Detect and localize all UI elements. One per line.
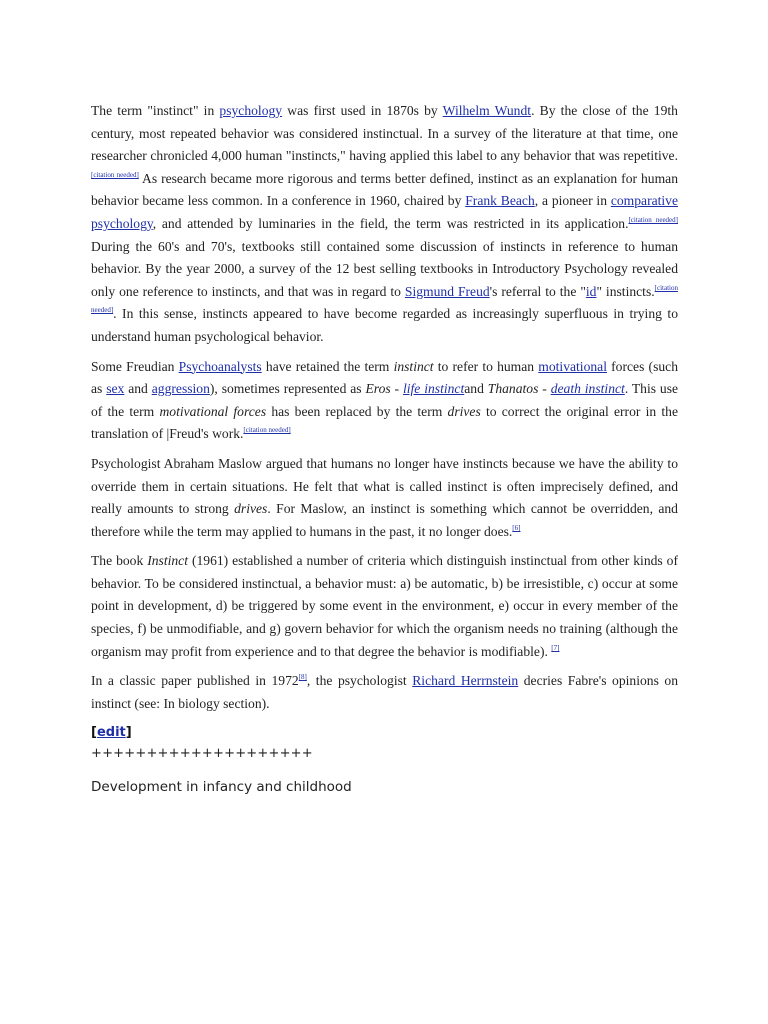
article-body xyxy=(91,100,678,798)
italic-term: instinct xyxy=(393,358,434,374)
link-wilhelm-wundt[interactable]: Wilhelm Wundt xyxy=(442,103,532,118)
text: 's referral to the " xyxy=(489,283,586,299)
citation-needed[interactable] xyxy=(628,216,678,224)
paragraph-instinct-history xyxy=(91,100,678,349)
reference-7[interactable] xyxy=(551,644,559,652)
citation-needed-link[interactable]: [citation needed] xyxy=(91,170,139,179)
text: During the 60's and 70's, textbooks still contained some discussion of instincts in reference to human behavior. By the year 2000, a survey of the 12 best selling textbooks in Introductory Psychology revealed only one reference to instincts, and that was in regard to xyxy=(91,238,678,299)
text: and xyxy=(124,381,152,397)
link-sigmund-freud[interactable]: Sigmund Freud xyxy=(404,283,490,299)
text: ), sometimes represented as xyxy=(209,381,366,397)
text: In a classic paper published in 1972 xyxy=(91,673,299,689)
italic-term: Eros - xyxy=(365,381,403,397)
link-life-instinct[interactable] xyxy=(403,381,464,396)
text: , and attended by luminaries in the field, the term was restricted in its application. xyxy=(152,215,629,231)
separator-line: ++++++++++++++++++++ xyxy=(91,746,313,762)
text: . By the close of the 19th century, most repeated behavior was considered instinctual. In a survey of the literature at that time, one researcher chronicled 4,000 human "instincts," having applied this label to any behavior that was repetitive. xyxy=(91,103,678,164)
text: " instincts. xyxy=(596,283,655,299)
reference-8[interactable] xyxy=(299,673,307,681)
text: The term "instinct" in xyxy=(91,103,220,118)
link-death-instinct[interactable] xyxy=(551,381,625,396)
reference-6[interactable] xyxy=(512,524,520,532)
italic-link-text: death instinct xyxy=(550,381,625,397)
link-psychoanalysts[interactable]: Psychoanalysts xyxy=(178,358,262,374)
text: was first used in 1870s by xyxy=(282,103,443,118)
link-sex[interactable]: sex xyxy=(106,381,125,397)
citation-needed-link[interactable]: [citation needed] xyxy=(243,426,291,435)
edit-link[interactable]: edit xyxy=(96,725,126,741)
bracket: [ xyxy=(91,725,97,741)
italic-term: Thanatos - xyxy=(487,381,551,397)
paragraph-freudian xyxy=(91,356,678,446)
text: . This use of the term xyxy=(91,381,679,419)
bracket: ] xyxy=(125,725,132,741)
text: have retained the term xyxy=(261,358,394,374)
citation-needed[interactable] xyxy=(243,426,290,434)
text: , a pioneer in xyxy=(534,193,611,209)
italic-term: motivational forces xyxy=(159,403,267,419)
text: decries Fabre's opinions on instinct (see: In biology section). xyxy=(91,673,678,711)
citation-needed[interactable] xyxy=(91,171,139,179)
reference-link[interactable]: [8] xyxy=(298,673,307,682)
text: Some Freudian xyxy=(91,358,179,374)
paragraph-instinct-book xyxy=(91,550,678,663)
italic-link-text: life instinct xyxy=(402,381,465,397)
edit-section xyxy=(91,722,678,744)
text: As research became more rigorous and terms better defined, instinct as an explanation for human behavior became less common. In a conference in 1960, chaired by xyxy=(91,170,678,209)
text: , the psychologist xyxy=(306,673,413,689)
text: The book xyxy=(91,553,148,569)
link-motivational[interactable]: motivational xyxy=(538,358,607,374)
paragraph-herrnstein xyxy=(91,670,678,715)
link-frank-beach[interactable]: Frank Beach xyxy=(465,193,535,209)
citation-needed-link[interactable]: [citation needed] xyxy=(91,283,678,315)
citation-needed-link[interactable]: [citation needed] xyxy=(628,215,678,224)
link-richard-herrnstein[interactable]: Richard Herrnstein xyxy=(412,673,519,689)
text: (1961) established a number of criteria which distinguish instinctual from other kinds of behavior. To be considered instinctual, a behavior must: a) be automatic, b) be irresistible, c) occur at some point in development, d) be triggered by some event in the environment, e) occur in every member of the species, f) be unmodifiable, and g) govern behavior for which the organism needs no training (although the organism may profit from experience and to that degree the behavior is modifiable). xyxy=(91,553,678,659)
reference-link[interactable]: [7] xyxy=(551,643,560,652)
text: . For Maslow, an instinct is something which cannot be overridden, and therefore while the term may applied to humans in the past, it no longer does. xyxy=(91,501,678,539)
text: has been replaced by the term xyxy=(266,403,448,419)
link-aggression[interactable]: aggression xyxy=(151,381,210,397)
italic-term: drives xyxy=(447,403,481,419)
reference-link[interactable]: [6] xyxy=(512,523,521,532)
italic-term: drives xyxy=(234,501,268,517)
paragraph-maslow xyxy=(91,453,678,543)
text: to refer to human xyxy=(433,358,539,374)
text: and xyxy=(464,381,488,397)
italic-book-title: Instinct xyxy=(147,553,188,569)
text: . In this sense, instincts appeared to have become regarded as increasingly superfluous in trying to understand human psychological behavior. xyxy=(91,306,678,344)
link-psychology[interactable]: psychology xyxy=(219,103,283,118)
text: to correct the original error in the translation of |Freud's work. xyxy=(91,403,678,442)
text: forces (such as xyxy=(91,358,678,397)
link-id[interactable]: id xyxy=(585,283,597,299)
link-comparative-psychology[interactable]: comparative psychology xyxy=(91,193,679,231)
section-heading: Development in infancy and childhood xyxy=(91,779,352,796)
text: Psychologist Abraham Maslow argued that humans no longer have instincts because we have the ability to override them in certain situations. He felt that what is called instinct is often imprecisely defined, and really amounts to strong xyxy=(91,455,678,517)
